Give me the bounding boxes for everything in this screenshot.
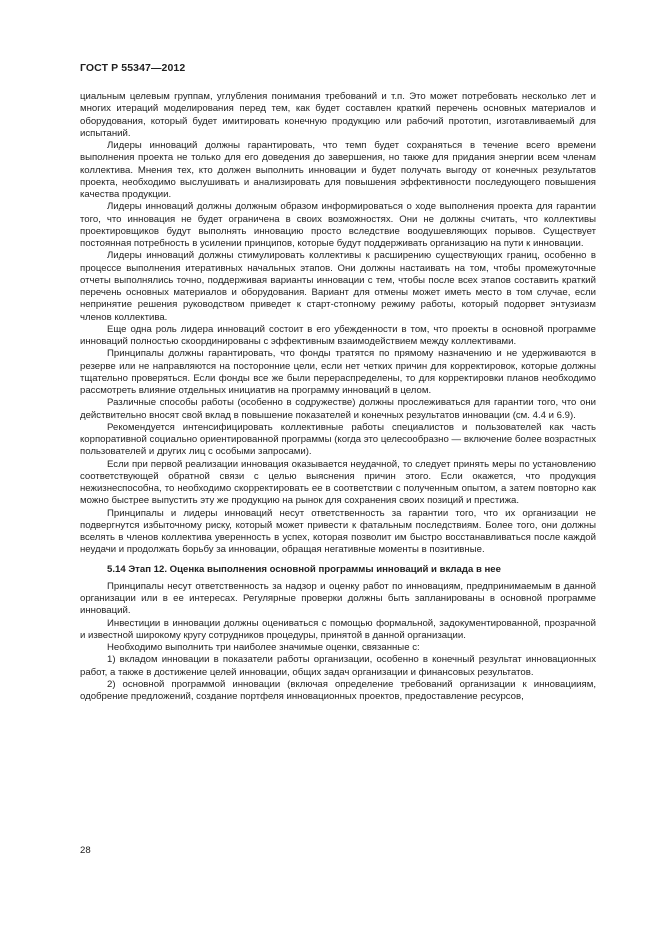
paragraph: Различные способы работы (особенно в содружестве) должны прослеживаться для гарантии того, что они действительно вносят свой вклад в повышение показателей и конечных результатов инновации (см. 4.4 и 6.9). (80, 397, 596, 421)
list-item: 1) вкладом инновации в показатели работы организации, особенно в конечный результат инновационных работ, а также в достижение целей инновации, общих задач организации и финансовых результатов. (80, 654, 596, 678)
paragraph: Лидеры инноваций должны гарантировать, что темп будет сохраняться в течение всего времени выполнения проекта не только для его доведения до завершения, но также для придания энергии всем членам коллектива. Мнения тех, кто должен выполнить инновации и будет получать выгоду от конечных результатов проекта, необходимо выслушивать и анализировать для повышения эффективности последующего повышения качества продукции. (80, 140, 596, 200)
paragraph: Принципалы и лидеры инноваций несут ответственность за гарантии того, что их организации не подвергнутся избыточному риску, который может привести к фатальным последствиям. Более того, они должны вселять в членов коллектива уверенность в успех, которая позволит им быстро восстанавливаться после каждой неудачи и продолжать борьбу за инновации, обращая негативные моменты в позитивные. (80, 507, 596, 556)
paragraph: Лидеры инноваций должны должным образом информироваться о ходе выполнения проекта для гарантии того, что инновация не будет ограничена в своих возможностях. Они не должны считать, что коллективы проектировщиков будут выполнять инновацию просто вследствие воодушевляющих порывов. Существует постоянная потребность в усилении принципов, которые будут поддерживать организацию на пути к инновации. (80, 201, 596, 249)
paragraph: Лидеры инноваций должны стимулировать коллективы к расширению существующих границ, особенно в процессе выполнения итеративных начальных этапов. Они должны настаивать на том, чтобы промежуточные отчеты выполнялись точно, поддерживая варианты инновации с тем, чтобы после всех этапов составить краткий перечень основных материалов и оборудования. Вариант для отмены может иметь место в том случае, если непринятие решения руководством приведет к старт-стопному режиму работы, который подорвет энтузиазм членов коллектива. (80, 250, 596, 323)
list-item: 2) основной программой инновации (включая определение требований организации к инновацииям, одобрение предложений, создание портфеля инновационных проектов, предоставление ресурсов, (80, 678, 596, 702)
document-code-header: ГОСТ Р 55347—2012 (80, 62, 186, 74)
body-text (80, 91, 596, 703)
page-number: 28 (80, 845, 91, 856)
paragraph: циальным целевым группам, углубления понимания требований и т.п. Это может потребовать несколько лет и многих итераций моделирования перед тем, как будет составлен краткий перечень основных материалов и оборудования, который будет имитировать конечную продукцию или рабочий прототип, изготавливаемый для испытаний. (80, 91, 596, 139)
paragraph: Принципалы несут ответственность за надзор и оценку работ по инновациям, предпринимаемым в данной организации или в ее интересах. Регулярные проверки должны быть запланированы в основной программе инноваций. (80, 580, 596, 617)
paragraph: Рекомендуется интенсифицировать коллективные работы специалистов и пользователей как часть корпоративной социально ориентированной программы (когда это целесообразно — включение более возрастных пользователей и других лиц с особыми запросами). (80, 421, 596, 458)
paragraph: Инвестиции в инновации должны оцениваться с помощью формальной, задокументированной, прозрачной и известной широкому кругу сотрудников процедуры, принятой в данной организации. (80, 617, 596, 641)
paragraph: Принципалы должны гарантировать, что фонды тратятся по прямому назначению и не удерживаются в резерве или не направляются на посторонние цели, если нет четких причин для корректировок, которые должны тщательно проверяться. Если фонды все же были перераспределены, то для корректировки планов необходимо рассмотреть влияние отдельных инициатив на программу инноваций в целом. (80, 348, 596, 396)
section-heading: 5.14 Этап 12. Оценка выполнения основной программы инноваций и вклада в нее (107, 563, 501, 575)
paragraph: Необходимо выполнить три наиболее значимые оценки, связанные с: (107, 642, 420, 653)
paragraph: Еще одна роль лидера инноваций состоит в его убежденности в том, что проекты в основной программе инноваций полностью скоординированы с эффективным взаимодействием между коллективами. (80, 323, 596, 347)
paragraph: Если при первой реализации инновация оказывается неудачной, то следует принять меры по установлению соответствующей обратной связи с целью выяснения причин этого. Если окажется, что продукция нежизнеспособна, то необходимо скорректировать ее в соответствии с полученным опытом, а затем повторно как можно быстрее выпустить эту же продукцию на рынок для сохранения своих позиций и престижа. (80, 458, 596, 507)
